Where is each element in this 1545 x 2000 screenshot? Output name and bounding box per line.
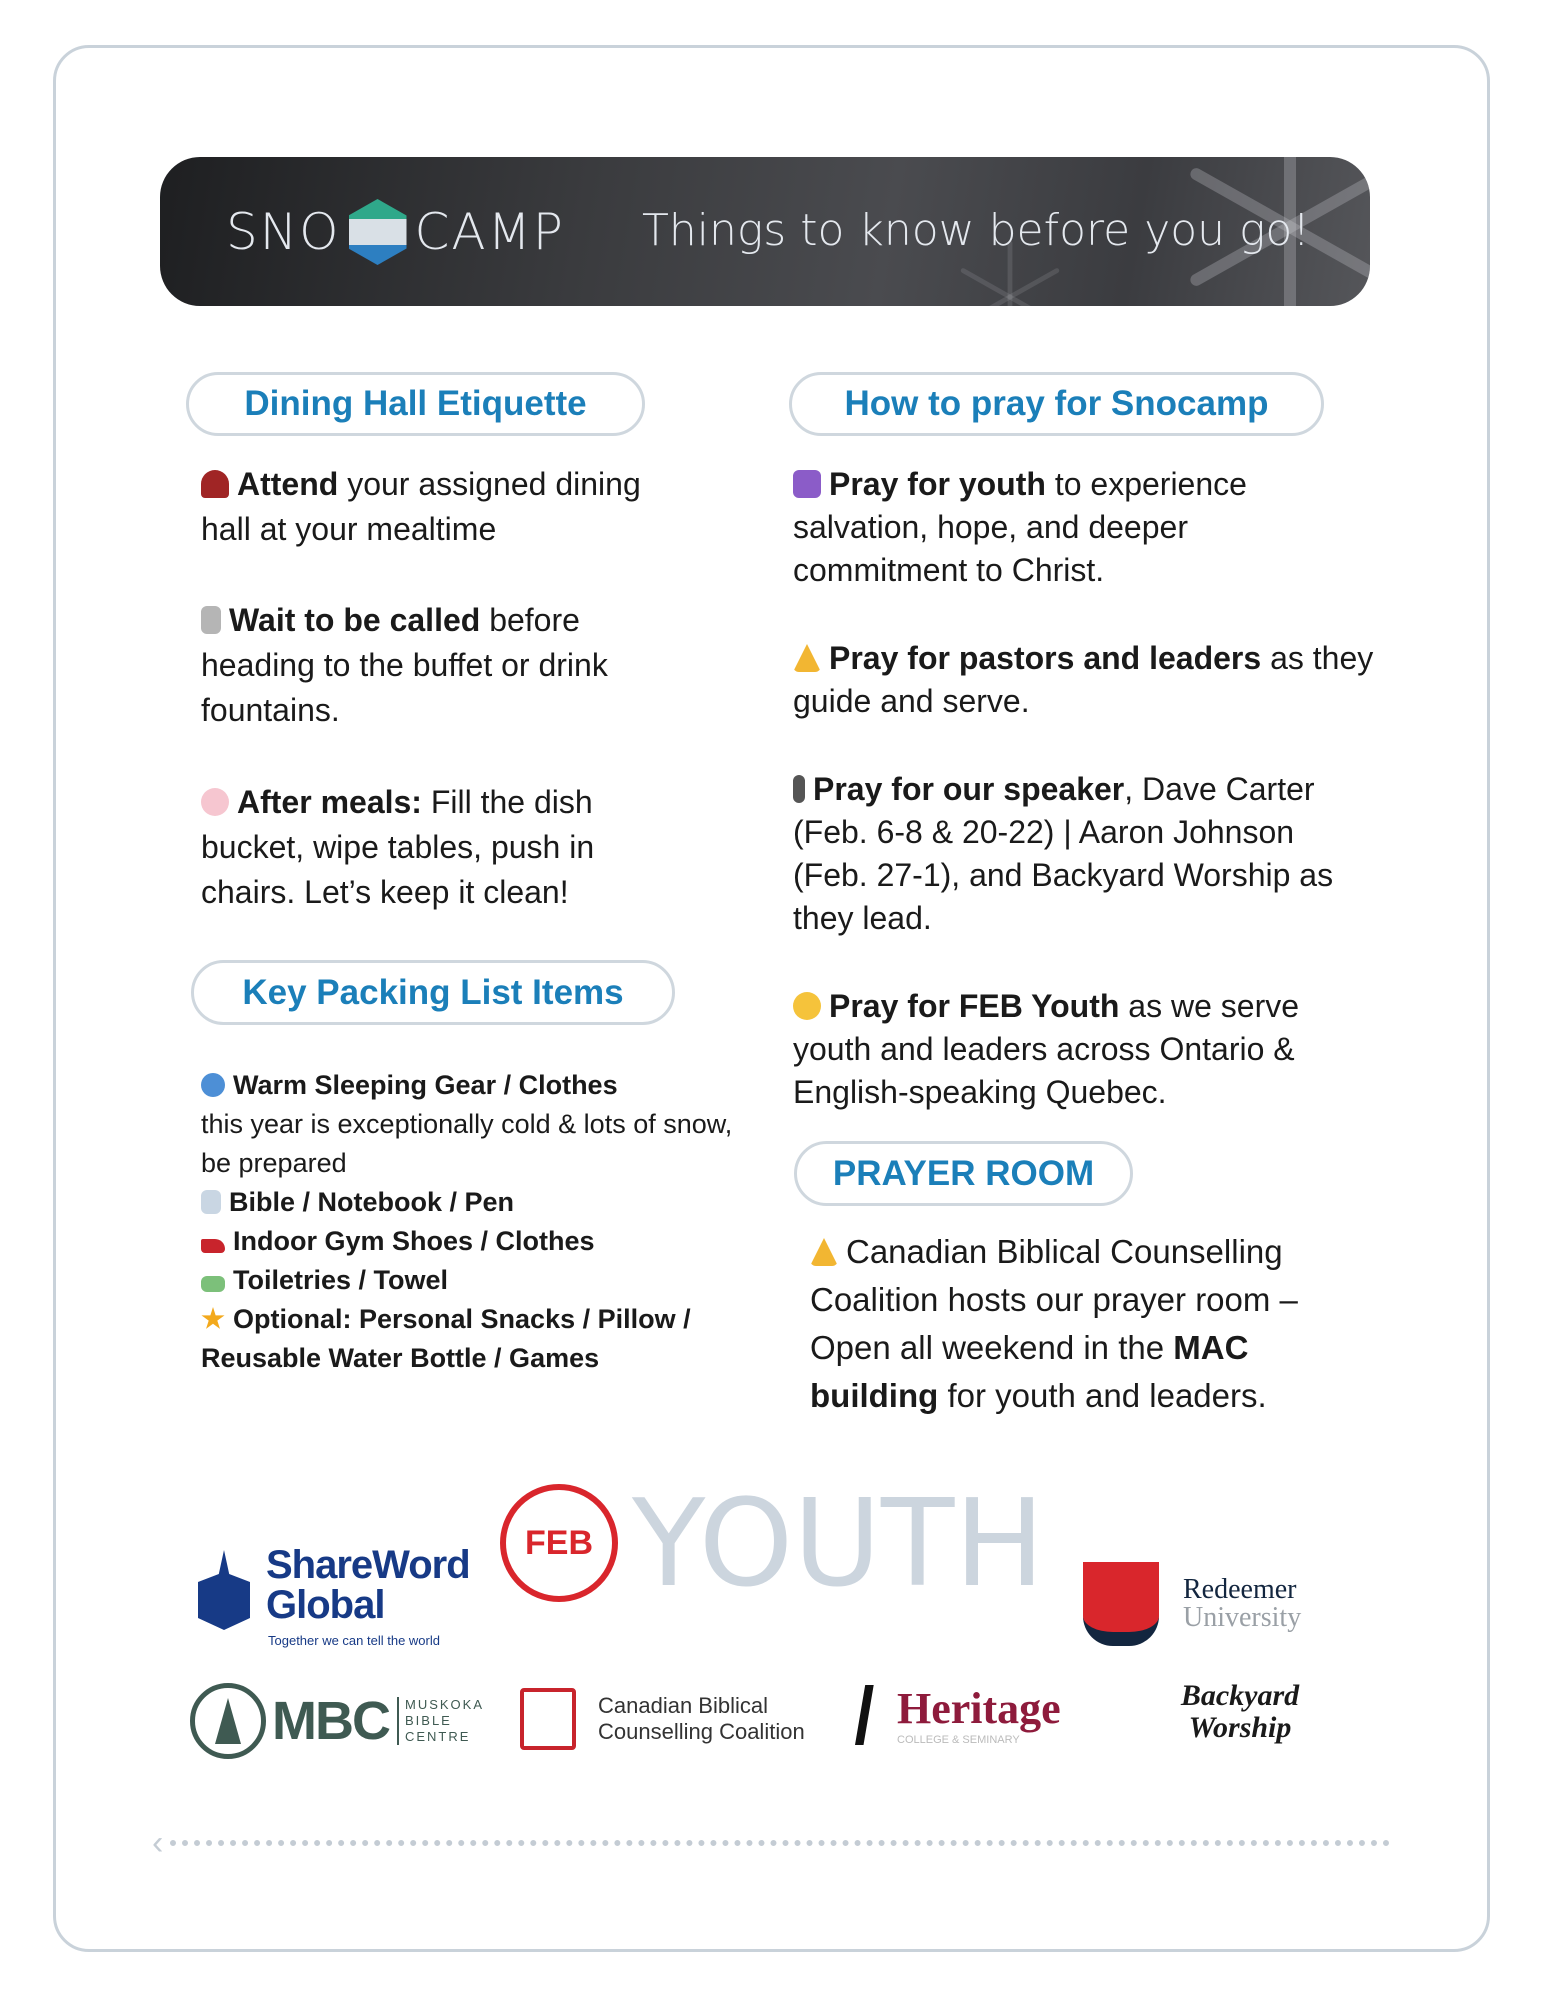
youth-wordmark: YOUTH <box>632 1475 1045 1614</box>
prayer-room-heading: PRAYER ROOM <box>794 1141 1133 1206</box>
pray-item: Pray for youth to experience salvation, hope, and deeper commitment to Christ. <box>793 466 1247 588</box>
microphone-icon <box>793 775 805 803</box>
dining-item-wait: Wait to be called before heading to the buffet or drink fountains. <box>201 602 608 728</box>
dotted-divider <box>170 1840 1390 1846</box>
packing-item: Indoor Gym Shoes / Clothes <box>201 1222 741 1261</box>
heritage-mark-icon <box>855 1685 889 1745</box>
redeemer-logo: Redeemer University <box>1083 1562 1159 1646</box>
dining-heading: Dining Hall Etiquette <box>186 372 645 436</box>
packing-item: Optional: Personal Snacks / Pillow / Reusable Water Bottle / Games <box>201 1304 691 1373</box>
dining-item-attend: Attend your assigned dining hall at your mealtime <box>201 466 641 547</box>
snowflake-hex-icon <box>349 199 407 265</box>
soap-icon <box>201 1276 225 1292</box>
cold-face-icon <box>201 1073 225 1097</box>
pray-item: Pray for pastors and leaders as they guide and serve. <box>793 640 1374 719</box>
header-tagline: Things to know before you go! <box>642 205 1310 256</box>
chevron-left-icon: ‹ <box>152 1824 164 1862</box>
header-banner <box>160 157 1370 306</box>
backyard-worship-logo: Backyard Worship <box>1180 1679 1300 1744</box>
praying-hands-icon <box>810 1238 838 1266</box>
redeemer-shield-icon <box>1083 1562 1159 1646</box>
bell-icon <box>201 470 229 498</box>
open-hands-icon <box>793 992 821 1020</box>
cbcc-logo: Canadian Biblical Counselling Coalition <box>520 1688 805 1750</box>
logo-text-left: SNO <box>226 203 341 261</box>
fork-knife-icon <box>201 606 221 634</box>
packing-heading: Key Packing List Items <box>191 960 675 1025</box>
feb-youth-logo <box>500 1475 1060 1614</box>
pray-heading: How to pray for Snocamp <box>789 372 1324 436</box>
packing-list <box>201 1066 741 1378</box>
pray-item: Pray for FEB Youth as we serve youth and leaders across Ontario & English-speaking Quebec. <box>793 988 1300 1110</box>
packing-item: Warm Sleeping Gear / Clothes this year is exceptionally cold & lots of snow, be prepared <box>201 1070 733 1178</box>
heritage-logo: Heritage COLLEGE & SEMINARY <box>855 1684 1061 1746</box>
mbc-logo: MBC MUSKOKA BIBLE CENTRE <box>190 1682 484 1760</box>
packing-item: Toiletries / Towel <box>201 1261 741 1300</box>
soap-icon <box>201 788 229 816</box>
logo-text-right: CAMP <box>414 203 565 261</box>
bible-icon <box>201 1190 221 1214</box>
tree-icon <box>190 1683 266 1759</box>
shoe-icon <box>201 1239 225 1253</box>
star-icon <box>201 1307 225 1331</box>
pray-item: Pray for our speaker, Dave Carter (Feb. 6-8 & 20-22) | Aaron Johnson (Feb. 27-1), and Backyard Worship as they lead. <box>793 771 1334 936</box>
cross-icon <box>793 470 821 498</box>
feb-circle: FEB <box>500 1484 618 1602</box>
dining-item-after: After meals: Fill the dish bucket, wipe tables, push in chairs. Let’s keep it clean! <box>201 784 595 910</box>
open-book-icon <box>520 1688 576 1750</box>
praying-hands-icon <box>793 644 821 672</box>
prayer-room-text: Canadian Biblical Counselling Coalition hosts our prayer room – Open all weekend in the MAC building for youth and leaders. <box>810 1233 1298 1414</box>
packing-item: Bible / Notebook / Pen <box>201 1183 741 1222</box>
snocamp-logo <box>226 199 565 265</box>
